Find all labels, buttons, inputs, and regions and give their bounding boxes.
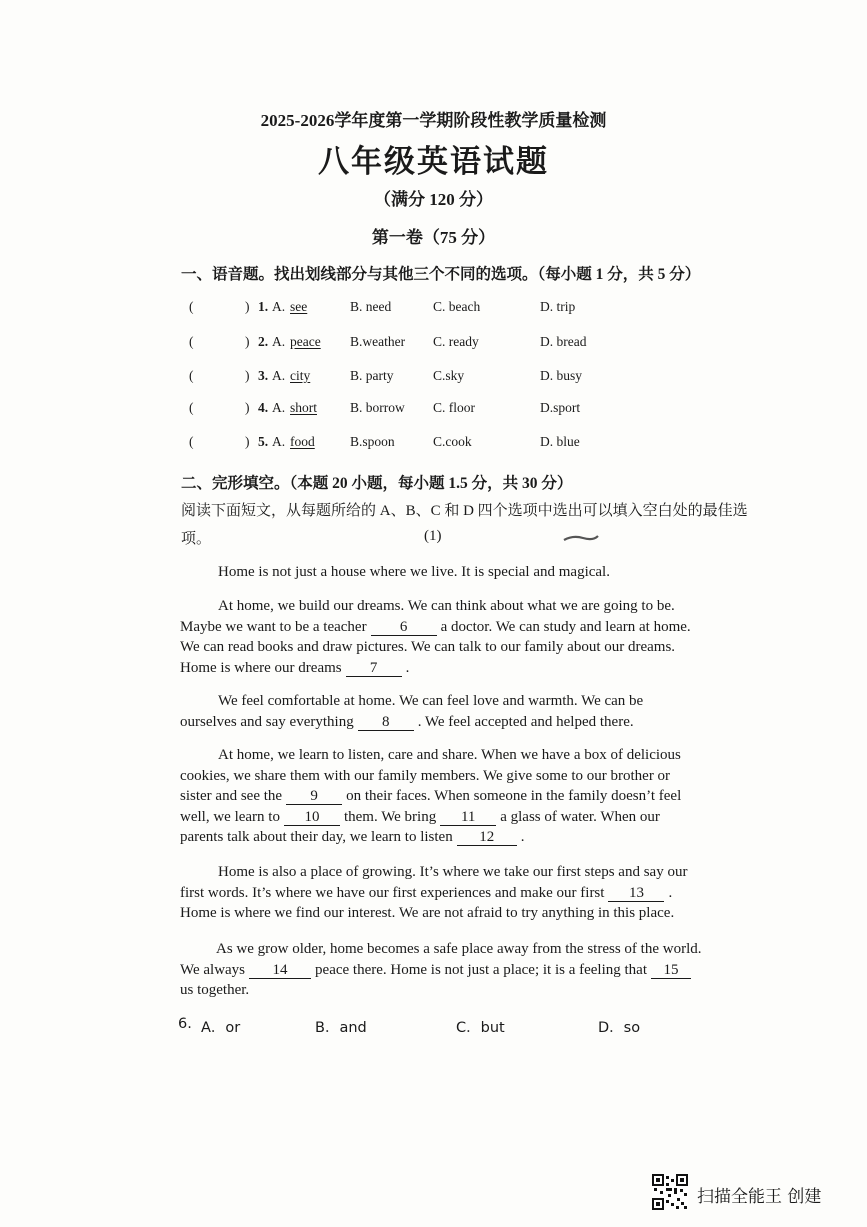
blank-8[interactable]: 8: [358, 714, 414, 731]
phonetics-question: [0, 434, 867, 458]
paragraph-line: We can read books and draw pictures. We can talk to our family about our dreams.: [180, 639, 676, 656]
phonetics-question: [0, 299, 867, 323]
answer-bracket-close: ): [245, 400, 250, 415]
phonetics-question: [0, 400, 867, 424]
paragraph-line: cookies, we share them with our family members. We give some to our brother or: [180, 767, 671, 784]
paragraph-line: Maybe we want to be a teacher 6 a doctor. We can study and learn at home.: [180, 618, 691, 635]
paragraph-line: well, we learn to 10 them. We bring 11 a glass of water. When our: [180, 808, 660, 825]
blank-14[interactable]: 14: [249, 962, 311, 979]
option-c: C. ready: [433, 334, 479, 349]
option-a-word: see: [290, 299, 308, 314]
option-a-label: A.: [272, 400, 286, 415]
answer-bracket-open[interactable]: (: [189, 368, 194, 383]
paragraph-line: Home is not just a house where we live. It is special and magical.: [218, 564, 610, 580]
option-d: D. busy: [540, 368, 583, 383]
passage-paragraph-6: [180, 939, 740, 1001]
option-a-word: short: [290, 400, 317, 415]
question-6-options: [0, 1016, 867, 1038]
option-d: D.sport: [540, 400, 581, 415]
answer-bracket-close: ): [245, 434, 250, 449]
option-a-word: peace: [290, 334, 321, 349]
paragraph-line: As we grow older, home becomes a safe place away from the stress of the world.: [216, 941, 702, 957]
exam-subtitle: 2025-2026学年度第一学期阶段性教学质量检测: [260, 111, 607, 130]
full-score: （满分 120 分）: [374, 190, 493, 209]
option-c: C. beach: [433, 299, 481, 314]
option-d: D. blue: [540, 434, 580, 449]
section2-instruction: 阅读下面短文，从每题所给的 A、B、C 和 D 四个选项中选出可以填入空白处的最佳选: [181, 503, 748, 519]
option-a-word: city: [290, 368, 311, 383]
option-b: B.weather: [350, 334, 406, 349]
passage-paragraph-2: [180, 596, 740, 678]
ink-smudge-mark: [563, 533, 599, 543]
answer-bracket-close: ): [245, 299, 250, 314]
option-c: C.cook: [433, 434, 472, 449]
blank-7[interactable]: 7: [346, 660, 402, 677]
option-a-label: A.: [272, 368, 286, 383]
blank-11[interactable]: 11: [440, 809, 496, 826]
paragraph-line: first words. It’s where we have our first experiences and make our first 13 .: [180, 884, 673, 901]
answer-bracket-open[interactable]: (: [189, 400, 194, 415]
option-a-word: food: [290, 434, 315, 449]
option-a[interactable]: A．or: [201, 1020, 241, 1036]
option-b: B. need: [350, 299, 392, 314]
answer-bracket-close: ): [245, 368, 250, 383]
paragraph-line: At home, we build our dreams. We can think about what we are going to be.: [218, 598, 675, 614]
section1-heading: 一、语音题。找出划线部分与其他三个不同的选项。（每小题 1 分，共 5 分）: [181, 266, 701, 283]
exam-title: 八年级英语试题: [318, 144, 549, 179]
phonetics-question: [0, 334, 867, 358]
paragraph-line: sister and see the 9 on their faces. When someone in the family doesn’t feel: [180, 788, 682, 805]
scanner-watermark-text: 扫描全能王 创建: [697, 1187, 822, 1207]
blank-9[interactable]: 9: [286, 788, 342, 805]
paragraph-line: At home, we learn to listen, care and share. When we have a box of delicious: [218, 747, 681, 763]
passage-number: (1): [424, 528, 442, 544]
option-b[interactable]: B．and: [315, 1020, 367, 1036]
option-b: B.spoon: [350, 434, 395, 449]
paragraph-line: We feel comfortable at home. We can feel love and warmth. We can be: [218, 693, 644, 709]
paragraph-line: parents talk about their day, we learn to listen 12 .: [180, 829, 525, 846]
question-number: 1.: [258, 299, 269, 314]
option-b: B. borrow: [350, 400, 405, 415]
question-number: 3.: [258, 368, 269, 383]
answer-bracket-open[interactable]: (: [189, 334, 194, 349]
paragraph-line: Home is where our dreams 7 .: [180, 659, 410, 676]
passage-paragraph-3: [180, 691, 740, 732]
phonetics-question: [0, 368, 867, 392]
paragraph-line: Home is where we find our interest. We are not afraid to try anything in this place.: [180, 905, 675, 922]
blank-15[interactable]: 15: [651, 962, 691, 979]
paragraph-line: ourselves and say everything 8 . We feel accepted and helped there.: [180, 713, 634, 730]
option-c: C.sky: [433, 368, 465, 383]
question-number: 5.: [258, 434, 269, 449]
option-a-label: A.: [272, 334, 286, 349]
answer-bracket-open[interactable]: (: [189, 434, 194, 449]
option-d: D. bread: [540, 334, 587, 349]
option-c: C. floor: [433, 400, 475, 415]
answer-bracket-open[interactable]: (: [189, 299, 194, 314]
blank-10[interactable]: 10: [284, 809, 340, 826]
qr-code-icon: [652, 1174, 688, 1210]
option-d: D. trip: [540, 299, 576, 314]
question-number: 2.: [258, 334, 269, 349]
option-d[interactable]: D．so: [598, 1020, 641, 1036]
option-c[interactable]: C．but: [456, 1020, 505, 1036]
option-a-label: A.: [272, 434, 286, 449]
answer-bracket-close: ): [245, 334, 250, 349]
option-a-label: A.: [272, 299, 286, 314]
passage-paragraph-1: [180, 562, 740, 583]
section2-heading: 二、完形填空。（本题 20 小题，每小题 1.5 分，共 30 分）: [181, 475, 573, 492]
section2-instruction-cont: 项。: [181, 531, 212, 547]
blank-6[interactable]: 6: [371, 619, 437, 636]
passage-paragraph-4: [180, 745, 740, 848]
paragraph-line: us together.: [180, 982, 250, 999]
paragraph-line: We always 14 peace there. Home is not just a place; it is a feeling that 15: [180, 960, 740, 981]
blank-12[interactable]: 12: [457, 829, 517, 846]
passage-paragraph-5: [180, 862, 740, 924]
paragraph-line: Home is also a place of growing. It’s where we take our first steps and say our: [218, 864, 688, 880]
question-number: 4.: [258, 400, 269, 415]
volume-heading: 第一卷（75 分）: [371, 228, 496, 247]
blank-13[interactable]: 13: [608, 885, 664, 902]
question-6-number: 6.: [178, 1016, 192, 1032]
option-b: B. party: [350, 368, 394, 383]
